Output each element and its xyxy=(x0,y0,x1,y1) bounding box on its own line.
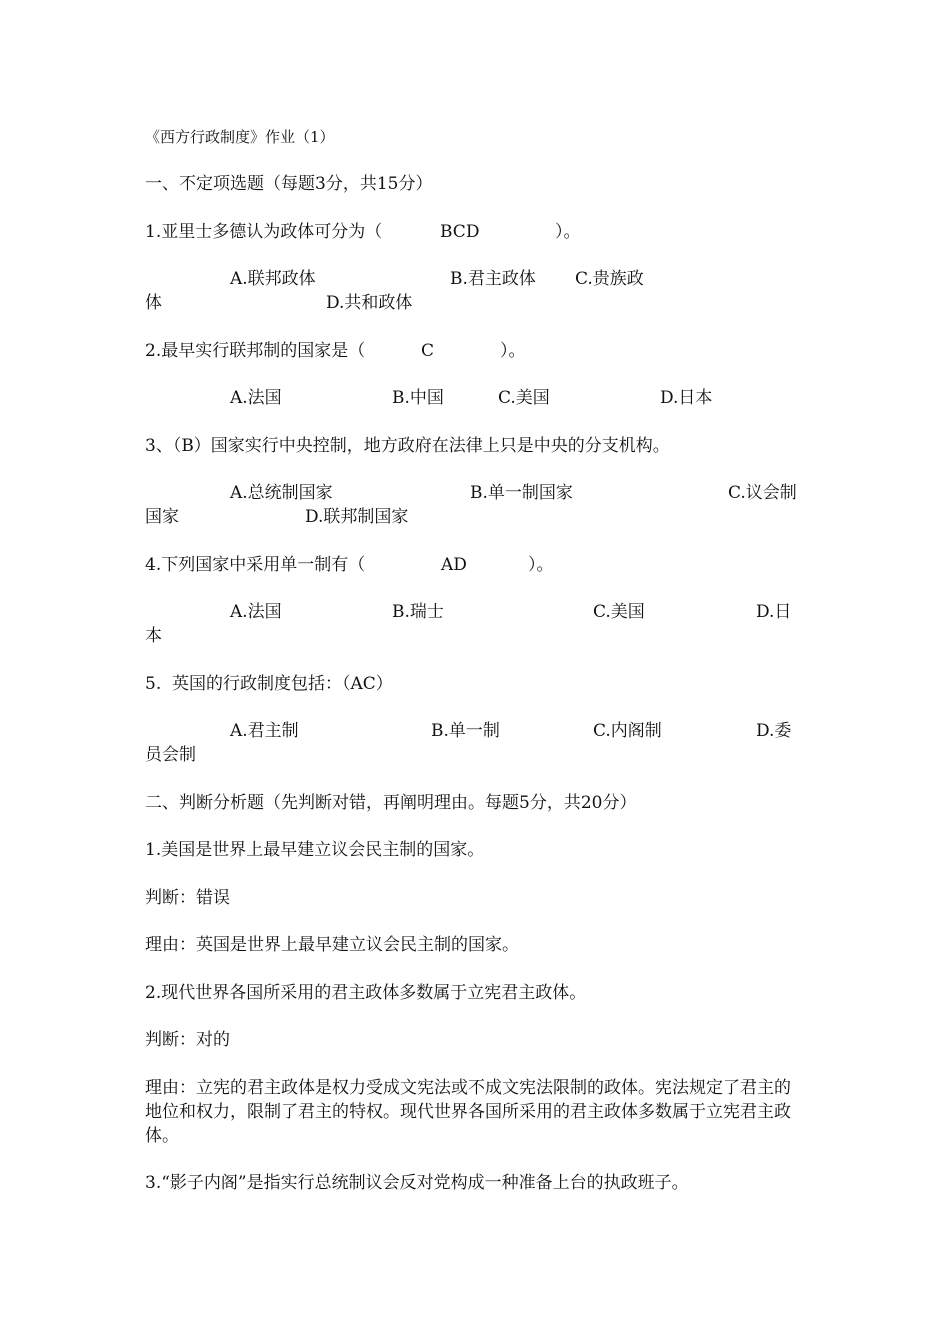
q1-stem-post: ）。 xyxy=(555,222,581,242)
q3-stem: 3、（B）国家实行中央控制，地方政府在法律上只是中央的分支机构。 xyxy=(145,436,670,456)
q5-option-d: D.委 xyxy=(756,721,792,741)
q1-stem-pre: 1.亚里士多德认为政体可分为（ xyxy=(145,222,383,242)
q3-option-d: D.联邦制国家 xyxy=(305,507,409,527)
q4-option-d-wrap: 本 xyxy=(145,626,162,646)
document-title: 《西方行政制度》作业（1） xyxy=(145,128,335,146)
s2-q3-stem: 3.“影子内阁”是指实行总统制议会反对党构成一种准备上台的执政班子。 xyxy=(145,1173,689,1193)
q1-answer: BCD xyxy=(440,222,480,242)
s2-q2-stem: 2.现代世界各国所采用的君主政体多数属于立宪君主政体。 xyxy=(145,983,587,1003)
q2-option-c: C.美国 xyxy=(498,388,550,408)
q4-stem-post: ）。 xyxy=(528,555,554,575)
q2-option-a: A.法国 xyxy=(230,388,282,408)
q5-option-a: A.君主制 xyxy=(230,721,299,741)
q4-stem-pre: 4.下列国家中采用单一制有（ xyxy=(145,555,366,575)
q1-option-d: D.共和政体 xyxy=(326,293,413,313)
q4-option-d: D.日 xyxy=(756,602,792,622)
q2-stem-pre: 2.最早实行联邦制的国家是（ xyxy=(145,341,366,361)
s2-q2-reason: 理由：立宪的君主政体是权力受成文宪法或不成文宪法限制的政体。宪法规定了君主的地位和权力，限制了君主的特权。现代世界各国所采用的君主政体多数属于立宪君主政体。 xyxy=(145,1078,791,1146)
q4-option-c: C.美国 xyxy=(593,602,645,622)
q3-option-a: A.总统制国家 xyxy=(230,483,333,503)
section2-heading: 二、判断分析题（先判断对错，再阐明理由。每题5分，共20分） xyxy=(145,793,637,813)
s2-q2-judgment: 判断：对的 xyxy=(145,1030,230,1050)
q2-stem-post: ）。 xyxy=(500,341,526,361)
q5-option-c: C.内阁制 xyxy=(593,721,662,741)
section1-heading: 一、不定项选题（每题3分，共15分） xyxy=(145,174,433,194)
q4-option-b: B.瑞士 xyxy=(392,602,444,622)
q4-answer: AD xyxy=(441,555,467,575)
q2-option-d: D.日本 xyxy=(660,388,713,408)
q1-option-b: B.君主政体 xyxy=(450,269,536,289)
q5-option-d-wrap: 员会制 xyxy=(145,745,196,765)
q3-option-b: B.单一制国家 xyxy=(470,483,573,503)
q1-option-a: A.联邦政体 xyxy=(230,269,316,289)
q1-option-c: C.贵族政 xyxy=(575,269,644,289)
q4-option-a: A.法国 xyxy=(230,602,282,622)
s2-q1-judgment: 判断：错误 xyxy=(145,888,230,908)
q1-option-c-wrap: 体 xyxy=(145,293,162,313)
s2-q1-reason: 理由：英国是世界上最早建立议会民主制的国家。 xyxy=(145,935,519,955)
q3-option-c: C.议会制 xyxy=(728,483,797,503)
q5-stem: 5. 英国的行政制度包括：（AC） xyxy=(145,674,393,694)
q2-option-b: B.中国 xyxy=(392,388,444,408)
s2-q1-stem: 1.美国是世界上最早建立议会民主制的国家。 xyxy=(145,840,485,860)
q2-answer: C xyxy=(421,341,435,361)
q5-option-b: B.单一制 xyxy=(431,721,500,741)
q3-option-c-wrap: 国家 xyxy=(145,507,179,527)
